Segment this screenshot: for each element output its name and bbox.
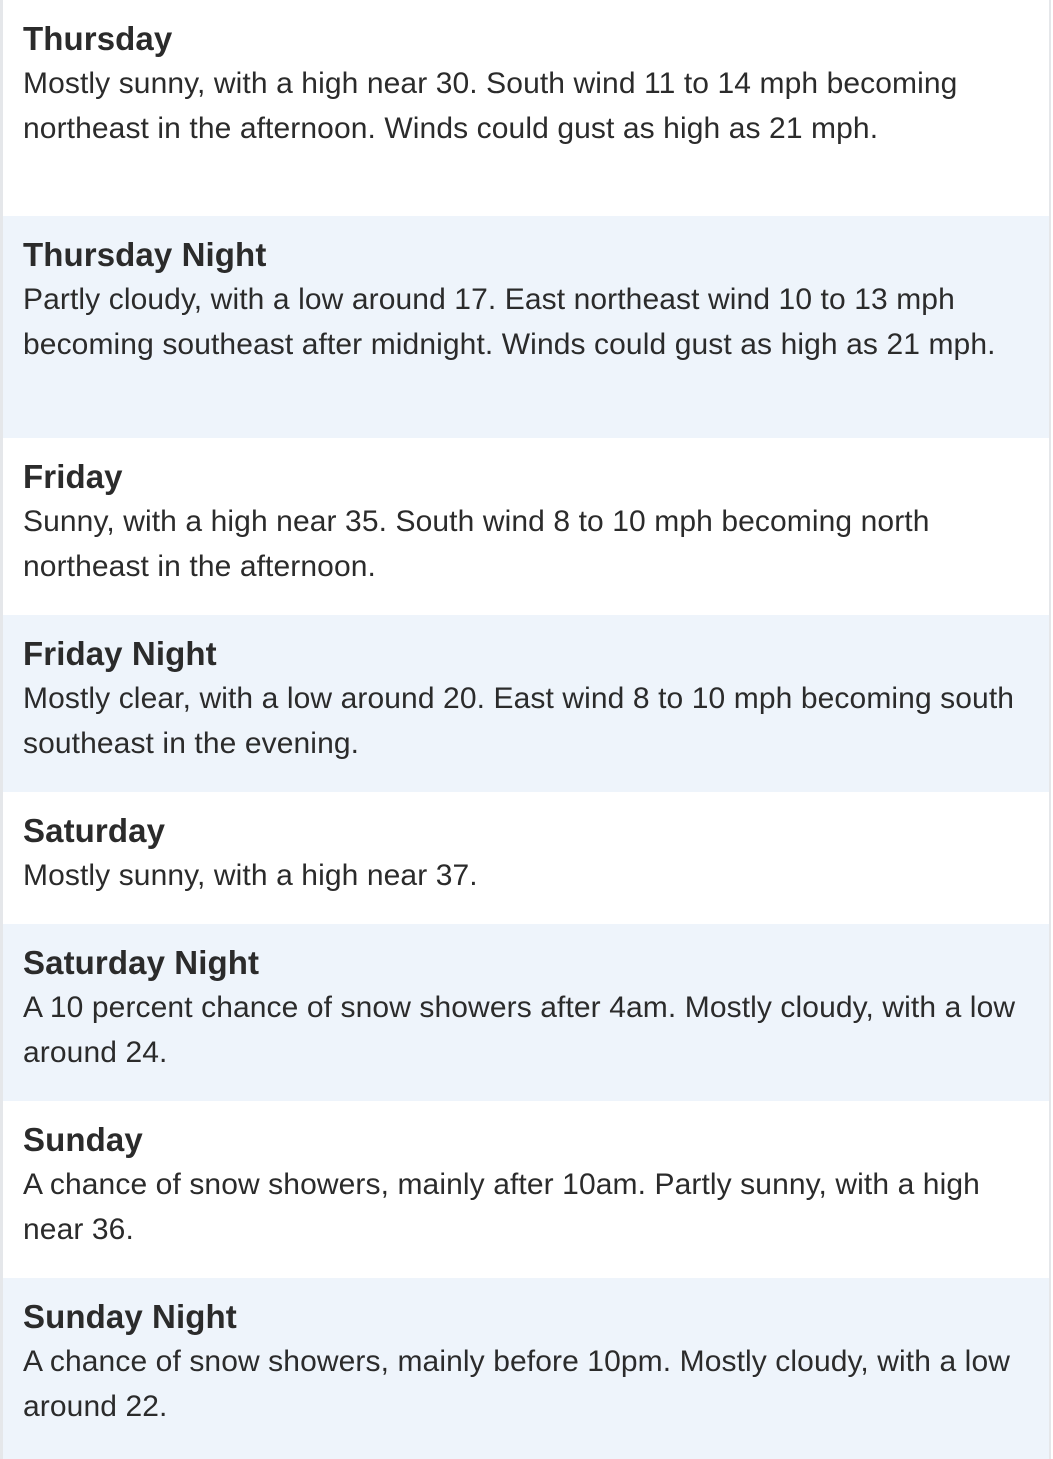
period-description: Mostly sunny, with a high near 30. South wind 11 to 14 mph becoming northeast in the afternoon. Winds could gust as high as 21 mph. <box>23 67 958 145</box>
forecast-period-friday-night <box>3 615 1049 792</box>
period-description: A chance of snow showers, mainly after 10am. Partly sunny, with a high near 36. <box>23 1168 980 1246</box>
forecast-period-friday <box>3 438 1049 615</box>
forecast-period-sunday <box>3 1101 1049 1278</box>
period-name: Friday <box>23 458 123 495</box>
period-description: Mostly sunny, with a high near 37. <box>23 859 478 892</box>
forecast-period-saturday <box>3 792 1049 924</box>
period-name: Thursday Night <box>23 236 267 273</box>
period-description: Sunny, with a high near 35. South wind 8 to 10 mph becoming north northeast in the afternoon. <box>23 505 930 583</box>
forecast-period-sunday-night <box>3 1278 1049 1459</box>
forecast-period-thursday <box>3 0 1049 216</box>
period-name: Friday Night <box>23 635 217 672</box>
forecast-period-saturday-night <box>3 924 1049 1101</box>
period-name: Sunday Night <box>23 1298 237 1335</box>
forecast-period-thursday-night <box>3 216 1049 438</box>
period-description: A 10 percent chance of snow showers after 4am. Mostly cloudy, with a low around 24. <box>23 991 1016 1069</box>
period-description: A chance of snow showers, mainly before 10pm. Mostly cloudy, with a low around 22. <box>23 1345 1010 1423</box>
period-name: Thursday <box>23 20 173 57</box>
period-description: Mostly clear, with a low around 20. East wind 8 to 10 mph becoming south southeast in the evening. <box>23 682 1015 760</box>
period-description: Partly cloudy, with a low around 17. East northeast wind 10 to 13 mph becoming southeast after midnight. Winds could gust as high as 21 mph. <box>23 283 996 361</box>
period-name: Sunday <box>23 1121 143 1158</box>
period-name: Saturday Night <box>23 944 260 981</box>
period-name: Saturday <box>23 812 166 849</box>
